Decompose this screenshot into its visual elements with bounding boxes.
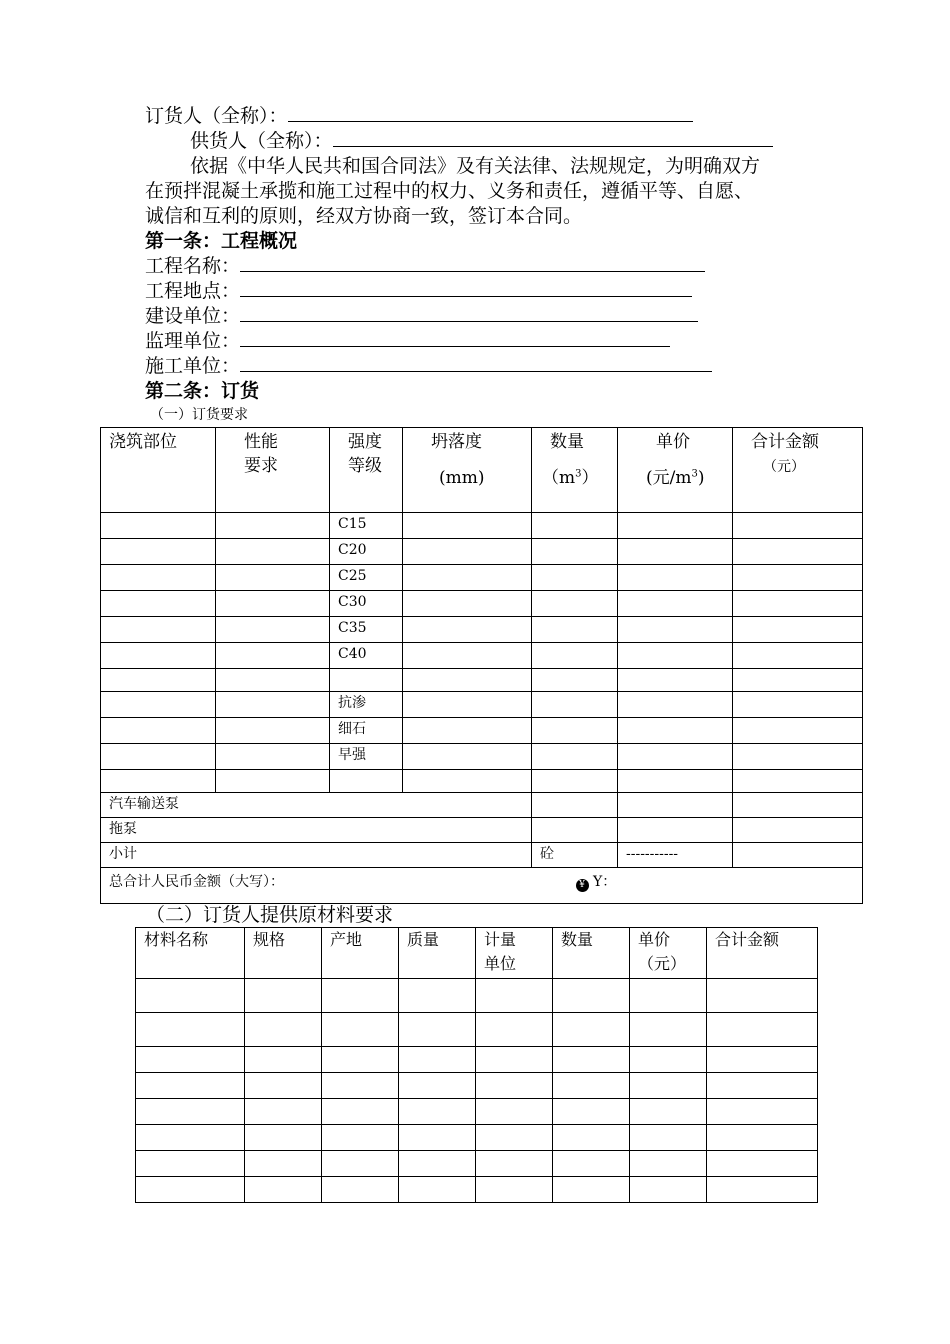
table-row bbox=[136, 1073, 818, 1099]
yen-label: Y： bbox=[592, 874, 617, 890]
grand-total-cell bbox=[101, 868, 863, 904]
grade-cell bbox=[330, 669, 403, 692]
header-spec: 规格 bbox=[245, 928, 322, 979]
grade-cell: C25 bbox=[330, 565, 403, 591]
header-total-amount: 合计金额 （元） bbox=[733, 428, 863, 513]
field-builder bbox=[145, 304, 698, 328]
supplier-label: 供货人（全称）： bbox=[190, 130, 333, 152]
tow-pump-row bbox=[101, 818, 863, 843]
intro-line-3: 诚信和互利的原则，经双方协商一致，签订本合同。 bbox=[145, 205, 583, 227]
field-contractor bbox=[145, 354, 712, 378]
intro-line-1: 依据《中华人民共和国合同法》及有关法律、法规规定，为明确双方 bbox=[190, 155, 761, 177]
intro-line-2: 在预拌混凝土承揽和施工过程中的权力、义务和责任，遵循平等、自愿、 bbox=[145, 180, 754, 202]
table-row bbox=[136, 1099, 818, 1125]
field-label: 建设单位： bbox=[145, 305, 241, 327]
grade-cell bbox=[330, 770, 403, 793]
table-row bbox=[136, 1125, 818, 1151]
header-unit: 计量 单位 bbox=[476, 928, 553, 979]
section1-title: 第一条：工程概况 bbox=[145, 230, 298, 252]
table-row bbox=[101, 643, 863, 669]
field-blank[interactable] bbox=[240, 279, 692, 297]
table-row bbox=[101, 744, 863, 770]
field-blank[interactable] bbox=[240, 304, 698, 322]
supplier-line bbox=[190, 129, 773, 153]
supplier-blank[interactable] bbox=[333, 129, 773, 147]
field-blank[interactable] bbox=[240, 354, 712, 372]
grade-cell: C40 bbox=[330, 643, 403, 669]
header-unit-price: 单价 （元） bbox=[630, 928, 707, 979]
pump-truck-label: 汽车输送泵 bbox=[101, 793, 532, 818]
material-table bbox=[135, 927, 818, 1203]
table-row bbox=[136, 1151, 818, 1177]
subtotal-label: 小计 bbox=[101, 843, 532, 868]
header-unit-price: 单价 (元$/m^3$) bbox=[618, 428, 733, 513]
table-row bbox=[101, 591, 863, 617]
order-table bbox=[100, 427, 863, 904]
table-row bbox=[101, 718, 863, 744]
grade-cell: 抗渗 bbox=[330, 692, 403, 718]
grade-cell: C35 bbox=[330, 617, 403, 643]
grade-cell: C20 bbox=[330, 539, 403, 565]
dashes: ----------- bbox=[618, 843, 733, 868]
header-pour-part: 浇筑部位 bbox=[101, 428, 216, 513]
field-blank[interactable] bbox=[240, 254, 705, 272]
header-total: 合计金额 bbox=[707, 928, 818, 979]
table-row bbox=[136, 1177, 818, 1203]
table-row bbox=[101, 692, 863, 718]
field-project-name bbox=[145, 254, 705, 278]
orderer-line bbox=[145, 104, 693, 128]
table-row bbox=[136, 979, 818, 1013]
table-row bbox=[101, 770, 863, 793]
table-row bbox=[101, 669, 863, 692]
currency-circle-icon: ¥ bbox=[576, 879, 589, 892]
header-performance: 性能 要求 bbox=[216, 428, 330, 513]
header-slump: 坍落度 (mm) bbox=[403, 428, 532, 513]
table-row bbox=[136, 1047, 818, 1073]
subtotal-row bbox=[101, 843, 863, 868]
grade-cell: C30 bbox=[330, 591, 403, 617]
field-label: 工程地点： bbox=[145, 280, 241, 302]
table-row bbox=[101, 617, 863, 643]
yen-group bbox=[576, 868, 617, 896]
field-supervisor bbox=[145, 329, 670, 353]
header-quantity: 数量 $(m^3)$ bbox=[532, 428, 618, 513]
order-header-row bbox=[101, 428, 863, 513]
orderer-label: 订货人（全称）： bbox=[145, 105, 288, 127]
table-row bbox=[136, 1013, 818, 1047]
material-requirements-subtitle: （二）订货人提供原材料要求 bbox=[146, 904, 394, 926]
concrete-label: 砼 bbox=[532, 843, 618, 868]
header-quality: 质量 bbox=[399, 928, 476, 979]
orderer-blank[interactable] bbox=[288, 104, 693, 122]
grand-total-row bbox=[101, 868, 863, 904]
section2-title: 第二条：订货 bbox=[145, 380, 260, 402]
header-origin: 产地 bbox=[322, 928, 399, 979]
material-header-row bbox=[136, 928, 818, 979]
header-qty: 数量 bbox=[553, 928, 630, 979]
header-strength-grade: 强度 等级 bbox=[330, 428, 403, 513]
grade-cell: 早强 bbox=[330, 744, 403, 770]
table-row bbox=[101, 513, 863, 539]
field-label: 施工单位： bbox=[145, 355, 241, 377]
field-project-location bbox=[145, 279, 692, 303]
table-row bbox=[101, 539, 863, 565]
table-row bbox=[101, 565, 863, 591]
grade-cell: 细石 bbox=[330, 718, 403, 744]
field-blank[interactable] bbox=[240, 329, 670, 347]
grade-cell: C15 bbox=[330, 513, 403, 539]
order-requirements-subtitle: （一）订货要求 bbox=[150, 407, 248, 423]
field-label: 工程名称： bbox=[145, 255, 241, 277]
pump-truck-row bbox=[101, 793, 863, 818]
tow-pump-label: 拖泵 bbox=[101, 818, 532, 843]
header-material-name: 材料名称 bbox=[136, 928, 245, 979]
grand-total-label: 总合计人民币金额（大写）： bbox=[109, 874, 284, 890]
field-label: 监理单位： bbox=[145, 330, 241, 352]
